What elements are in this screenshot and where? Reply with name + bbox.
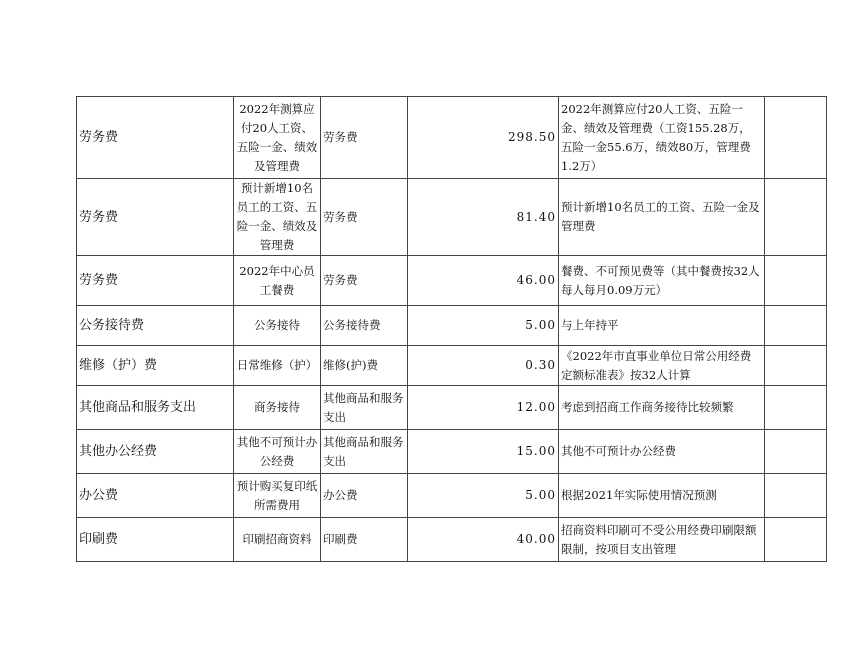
expense-subject-cell: 劳务费 [77, 256, 234, 306]
economic-class-cell: 其他商品和服务支出 [321, 430, 408, 474]
expense-subject-cell: 劳务费 [77, 97, 234, 179]
calculation-basis-cell: 2022年中心员工餐费 [234, 256, 321, 306]
description-cell: 预计新增10名员工的工资、五险一金及管理费 [559, 179, 765, 256]
calculation-basis-cell: 印刷招商资料 [234, 518, 321, 562]
economic-class-cell: 其他商品和服务支出 [321, 386, 408, 430]
description-cell: 餐费、不可预见费等（其中餐费按32人每人每月0.09万元） [559, 256, 765, 306]
economic-class-cell: 公务接待费 [321, 306, 408, 346]
amount-cell: 5.00 [408, 474, 559, 518]
table-row [77, 346, 827, 386]
expense-subject-cell: 办公费 [77, 474, 234, 518]
amount-cell: 46.00 [408, 256, 559, 306]
budget-table [76, 96, 827, 562]
economic-class-cell: 办公费 [321, 474, 408, 518]
table-row [77, 474, 827, 518]
description-cell: 根据2021年实际使用情况预测 [559, 474, 765, 518]
remarks-cell [765, 346, 827, 386]
description-cell: 其他不可预计办公经费 [559, 430, 765, 474]
table-row [77, 386, 827, 430]
remarks-cell [765, 306, 827, 346]
table-row [77, 518, 827, 562]
calculation-basis-cell: 商务接待 [234, 386, 321, 430]
economic-class-cell: 劳务费 [321, 179, 408, 256]
economic-class-cell: 劳务费 [321, 97, 408, 179]
expense-subject-cell: 劳务费 [77, 179, 234, 256]
remarks-cell [765, 430, 827, 474]
expense-subject-cell: 其他办公经费 [77, 430, 234, 474]
amount-cell: 5.00 [408, 306, 559, 346]
calculation-basis-cell: 预计新增10名员工的工资、五险一金、绩效及管理费 [234, 179, 321, 256]
table-body [77, 97, 827, 562]
calculation-basis-cell: 预计购买复印纸所需费用 [234, 474, 321, 518]
expense-subject-cell: 公务接待费 [77, 306, 234, 346]
table-row [77, 97, 827, 179]
amount-cell: 40.00 [408, 518, 559, 562]
amount-cell: 81.40 [408, 179, 559, 256]
remarks-cell [765, 97, 827, 179]
table-row [77, 430, 827, 474]
table-row [77, 256, 827, 306]
description-cell: 2022年测算应付20人工资、五险一金、绩效及管理费（工资155.28万，五险一金55.6万，绩效80万，管理费1.2万） [559, 97, 765, 179]
table-row [77, 179, 827, 256]
remarks-cell [765, 474, 827, 518]
amount-cell: 298.50 [408, 97, 559, 179]
description-cell: 招商资料印刷可不受公用经费印刷限额限制，按项目支出管理 [559, 518, 765, 562]
remarks-cell [765, 256, 827, 306]
economic-class-cell: 维修(护)费 [321, 346, 408, 386]
calculation-basis-cell: 公务接待 [234, 306, 321, 346]
expense-subject-cell: 其他商品和服务支出 [77, 386, 234, 430]
calculation-basis-cell: 日常维修（护） [234, 346, 321, 386]
remarks-cell [765, 179, 827, 256]
expense-subject-cell: 维修（护）费 [77, 346, 234, 386]
amount-cell: 15.00 [408, 430, 559, 474]
description-cell: 《2022年市直事业单位日常公用经费定额标准表》按32人计算 [559, 346, 765, 386]
economic-class-cell: 印刷费 [321, 518, 408, 562]
amount-cell: 12.00 [408, 386, 559, 430]
amount-cell: 0.30 [408, 346, 559, 386]
remarks-cell [765, 518, 827, 562]
calculation-basis-cell: 其他不可预计办公经费 [234, 430, 321, 474]
economic-class-cell: 劳务费 [321, 256, 408, 306]
table-row [77, 306, 827, 346]
description-cell: 考虑到招商工作商务接待比较频繁 [559, 386, 765, 430]
description-cell: 与上年持平 [559, 306, 765, 346]
expense-subject-cell: 印刷费 [77, 518, 234, 562]
remarks-cell [765, 386, 827, 430]
calculation-basis-cell: 2022年测算应付20人工资、五险一金、绩效及管理费 [234, 97, 321, 179]
